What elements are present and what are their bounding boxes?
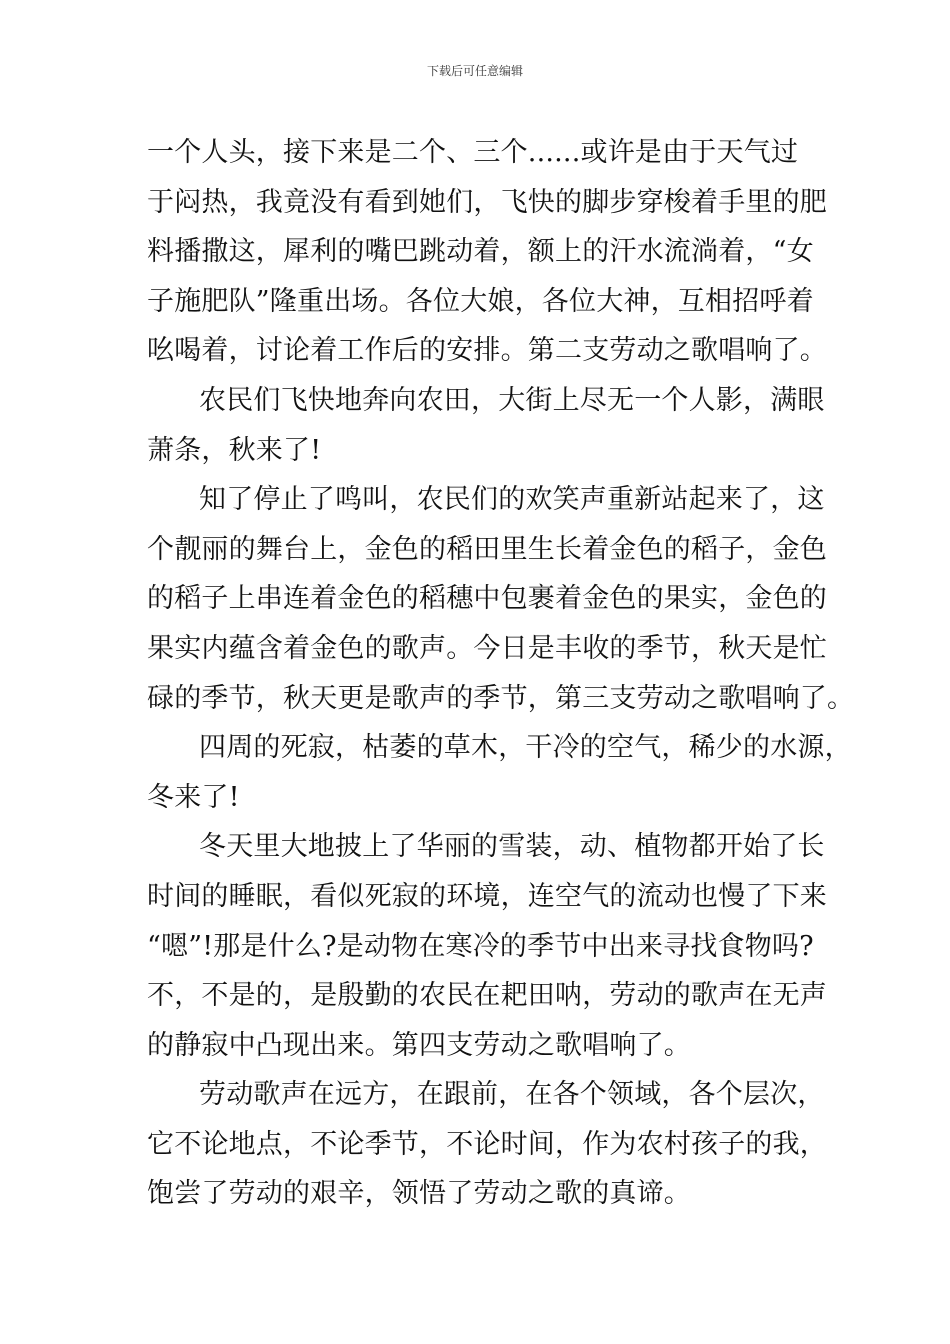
paragraph-first-line: 四周的死寂，枯萎的草木，干冷的空气，稀少的水源，	[199, 732, 852, 764]
text-line: 果实内蕴含着金色的歌声。今日是丰收的季节，秋天是忙	[147, 632, 827, 664]
paragraph-first-line: 知了停止了鸣叫，农民们的欢笑声重新站起来了，这	[199, 484, 825, 516]
text-line: 一个人头，接下来是二个、三个......或许是由于天气过	[147, 137, 799, 168]
text-line: 个靓丽的舞台上，金色的稻田里生长着金色的稻子，金色	[147, 533, 827, 565]
text-line: 料播撒这，犀利的嘴巴跳动着，额上的汗水流淌着，“女	[147, 236, 814, 268]
text-line: 萧条，秋来了!	[147, 434, 322, 466]
text-line: 的稻子上串连着金色的稻穗中包裹着金色的果实，金色的	[147, 583, 827, 615]
text-line: 不，不是的，是殷勤的农民在耙田呐，劳动的歌声在无声	[147, 980, 827, 1012]
text-line: 于闷热，我竟没有看到她们，飞快的脚步穿梭着手里的肥	[147, 186, 827, 218]
text-line: 的静寂中凸现出来。第四支劳动之歌唱响了。	[147, 1029, 691, 1061]
text-line: 吆喝着，讨论着工作后的安排。第二支劳动之歌唱响了。	[147, 335, 827, 367]
paragraph-first-line: 劳动歌声在远方，在跟前，在各个领域，各个层次，	[199, 1079, 825, 1111]
text-line: 冬来了!	[147, 781, 240, 813]
text-line: “嗯”!那是什么?是动物在寒冷的季节中出来寻找食物吗?	[147, 930, 814, 962]
paragraph-first-line: 冬天里大地披上了华丽的雪装，动、植物都开始了长	[199, 831, 825, 863]
text-line: 碌的季节，秋天更是歌声的季节，第三支劳动之歌唱响了。	[147, 682, 855, 714]
document-body	[147, 128, 855, 1219]
paragraph-first-line: 农民们飞快地奔向农田，大街上尽无一个人影，满眼	[199, 384, 825, 416]
text-line: 时间的睡眠，看似死寂的环境，连空气的流动也慢了下来	[147, 880, 827, 912]
page-header-note: 下载后可任意编辑	[426, 64, 523, 78]
text-line: 它不论地点，不论季节，不论时间，作为农村孩子的我，	[147, 1128, 827, 1160]
text-line: 饱尝了劳动的艰辛，领悟了劳动之歌的真谛。	[147, 1178, 691, 1210]
text-line: 子施肥队”隆重出场。各位大娘，各位大神，互相招呼着	[147, 285, 814, 317]
